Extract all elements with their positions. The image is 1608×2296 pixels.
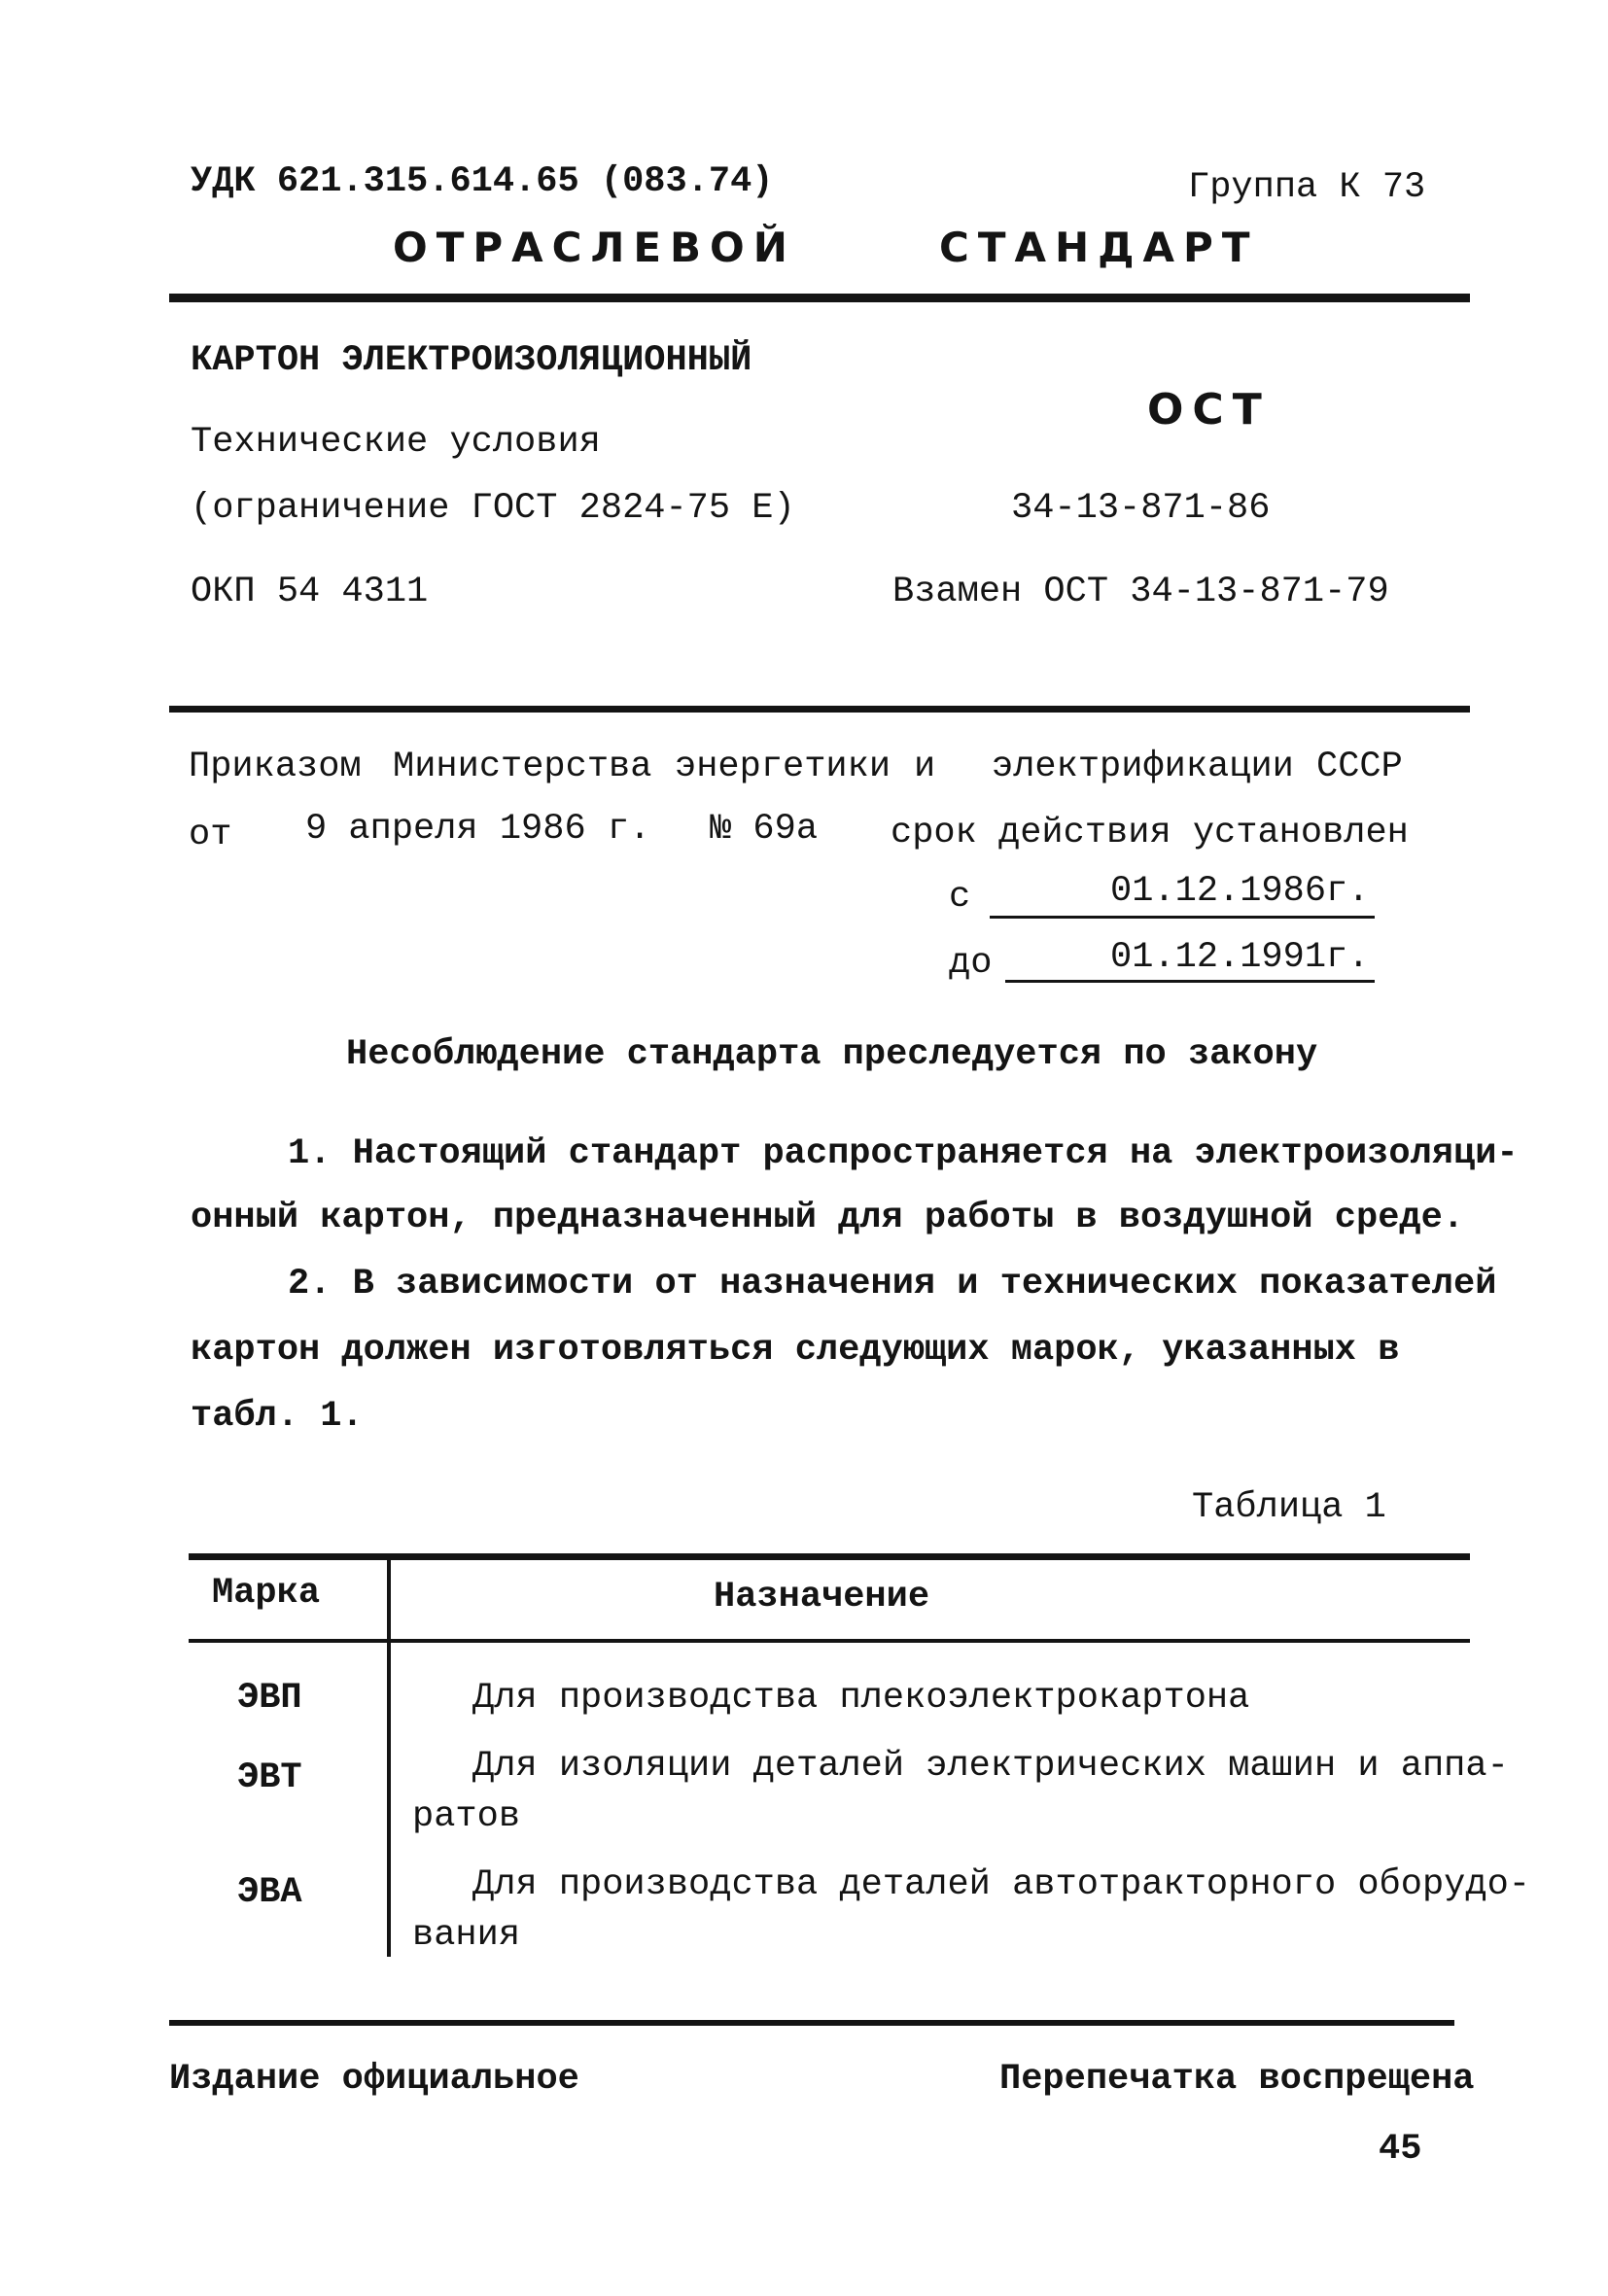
order-word-4: и	[914, 747, 936, 787]
table-cell-purpose: Для производства плекоэлектрокартона	[472, 1678, 1250, 1719]
term-from-label: с	[949, 877, 971, 918]
group-code: Группа К 73	[1188, 167, 1426, 208]
order-word-6: СССР	[1316, 747, 1403, 787]
table-top-rule	[189, 1553, 1470, 1560]
table-cell-purpose-continued: ратов	[412, 1796, 521, 1837]
paragraph-1-line-1: 1. Настоящий стандарт распространяется на электроизоляци-	[288, 1133, 1519, 1174]
paragraph-1-line-2: онный картон, предназначенный для работы в воздушной среде.	[191, 1198, 1465, 1238]
table-cell-mark: ЭВА	[237, 1872, 302, 1913]
order-word-1: Приказом	[189, 747, 362, 787]
page-number: 45	[1379, 2129, 1422, 2170]
standard-restriction: (ограничение ГОСТ 2824-75 Е)	[191, 488, 795, 529]
standard-subtitle: Технические условия	[191, 422, 601, 463]
table-cell-purpose: Для изоляции деталей электрических машин и аппа-	[472, 1746, 1509, 1787]
table-cell-purpose: Для производства деталей автотракторного оборудо-	[472, 1864, 1530, 1905]
replaces-standard: Взамен ОСТ 34-13-871-79	[892, 572, 1389, 612]
ost-number: 34-13-871-86	[1011, 488, 1271, 529]
table-column-divider	[387, 1560, 391, 1957]
term-from-underline	[990, 916, 1375, 919]
identification-rule	[169, 706, 1470, 713]
table-cell-mark: ЭВП	[237, 1678, 302, 1719]
table-header-rule	[189, 1639, 1470, 1643]
term-from-date: 01.12.1986г.	[1110, 871, 1370, 912]
order-ot: от	[189, 815, 232, 855]
header-rule	[169, 294, 1470, 302]
table-caption: Таблица 1	[1192, 1487, 1386, 1528]
order-word-5: электрификации	[992, 747, 1294, 787]
order-word-2: Министерства	[393, 747, 652, 787]
order-date: 9 апреля 1986 г.	[305, 809, 651, 850]
order-number: № 69а	[710, 809, 819, 850]
title-standart: СТАНДАРТ	[939, 224, 1259, 271]
term-to-date: 01.12.1991г.	[1110, 937, 1370, 978]
standard-name: КАРТОН ЭЛЕКТРОИЗОЛЯЦИОННЫЙ	[191, 340, 752, 381]
paragraph-2-line-2: картон должен изготовляться следующих марок, указанных в	[191, 1330, 1400, 1371]
term-established: срок действия установлен	[891, 813, 1409, 853]
footer-rule	[169, 2020, 1454, 2026]
table-header-purpose: Назначение	[714, 1577, 930, 1618]
table-header-mark: Марка	[212, 1573, 321, 1614]
ost-label: ОСТ	[1147, 385, 1271, 435]
legal-notice: Несоблюдение стандарта преследуется по закону	[346, 1034, 1318, 1075]
paragraph-2-line-1: 2. В зависимости от назначения и технических показателей	[288, 1264, 1497, 1305]
reprint-prohibited: Перепечатка воспрещена	[999, 2059, 1475, 2100]
title-otraslevoy: ОТРАСЛЕВОЙ	[393, 224, 796, 271]
paragraph-2-line-3: табл. 1.	[191, 1396, 364, 1437]
table-cell-purpose-continued: вания	[412, 1915, 521, 1956]
term-to-underline	[1005, 980, 1375, 983]
table-cell-mark: ЭВТ	[237, 1757, 302, 1798]
term-to-label: до	[949, 943, 993, 984]
udk-code: УДК 621.315.614.65 (083.74)	[191, 161, 774, 202]
okp-code: ОКП 54 4311	[191, 572, 429, 612]
order-word-3: энергетики	[675, 747, 891, 787]
official-edition: Издание официальное	[169, 2059, 579, 2100]
